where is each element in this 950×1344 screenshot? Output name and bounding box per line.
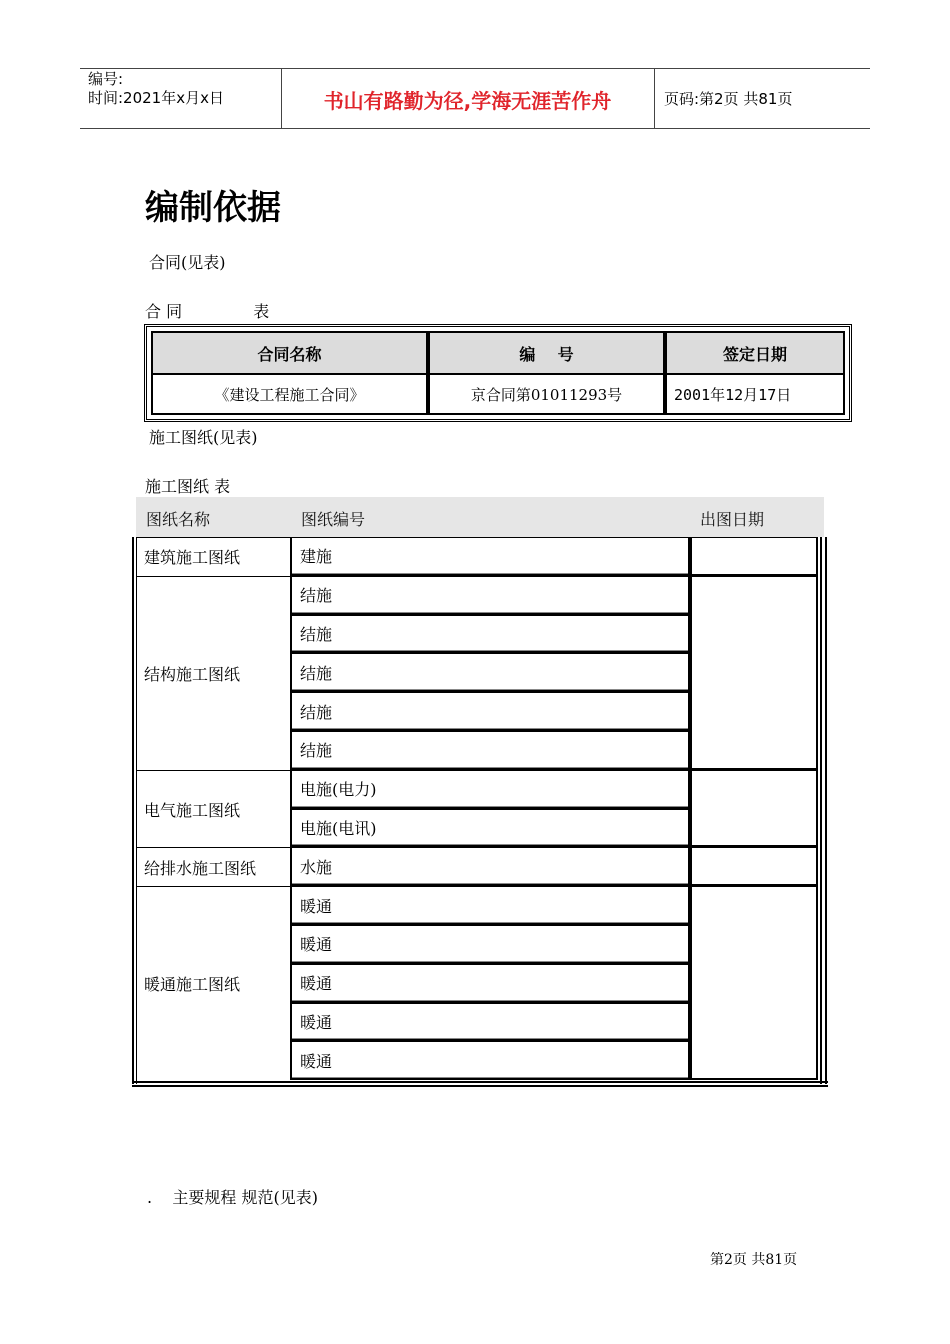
contract-header-number: 编 号 — [428, 331, 665, 375]
header-motto: 书山有路勤为径,学海无涯苦作舟 — [323, 89, 612, 113]
contract-cell-number: 京合同第01011293号 — [428, 373, 665, 415]
table-border-rule — [136, 537, 137, 1084]
drawing-number-cell: 暖通 — [290, 886, 690, 925]
header-top-rule — [80, 68, 870, 69]
contract-header-name: 合同名称 — [151, 331, 428, 375]
table-bottom-rule — [132, 1085, 828, 1087]
drawing-number-cell: 暖通 — [290, 964, 690, 1003]
drawing-group-name: 暖通施工图纸 — [136, 886, 290, 1080]
drawings-section-label: 施工图纸(见表) — [149, 428, 258, 447]
table-border-rule — [132, 537, 134, 1084]
drawing-group-name: 电气施工图纸 — [136, 770, 290, 848]
drawing-date-cell — [690, 770, 818, 848]
contract-cell-date: 2001年12月17日 — [665, 373, 845, 415]
drawing-number-cell: 水施 — [290, 847, 690, 886]
table-bottom-rule — [132, 1081, 828, 1083]
drawing-number-cell: 结施 — [290, 692, 690, 731]
header-bottom-rule — [80, 128, 870, 129]
drawing-number-cell: 电施(电力) — [290, 770, 690, 809]
contract-table-caption: 合 同 表 — [145, 302, 270, 321]
footer-page-number: 第2页 共81页 — [710, 1252, 798, 1268]
page-title: 编制依据 — [145, 188, 281, 228]
table-border-rule — [820, 537, 822, 1084]
drawing-number-cell: 暖通 — [290, 1003, 690, 1042]
drawing-number-cell: 暖通 — [290, 925, 690, 964]
drawing-number-cell: 结施 — [290, 731, 690, 770]
drawing-number-cell: 结施 — [290, 615, 690, 654]
header-meta — [88, 70, 224, 108]
drawings-header-date: 出图日期 — [700, 510, 765, 529]
contract-table — [144, 324, 852, 422]
contract-header-date: 签定日期 — [665, 331, 845, 375]
contract-cell-name: 《建设工程施工合同》 — [151, 373, 428, 415]
drawing-number-cell: 电施(电讯) — [290, 809, 690, 848]
drawing-date-cell — [690, 886, 818, 1080]
drawing-group-name: 给排水施工图纸 — [136, 847, 290, 886]
drawing-date-cell — [690, 847, 818, 886]
drawing-number-cell: 结施 — [290, 653, 690, 692]
header-page-info: 页码:第2页 共81页 — [664, 90, 793, 108]
drawing-number-cell: 暖通 — [290, 1041, 690, 1080]
table-border-rule — [825, 537, 827, 1084]
drawing-group-name: 建筑施工图纸 — [136, 537, 290, 576]
regulations-label: . 主要规程 规范(见表) — [147, 1188, 319, 1207]
drawing-number-cell: 结施 — [290, 576, 690, 615]
header-divider-right — [654, 68, 655, 128]
drawings-header-number: 图纸编号 — [301, 510, 366, 529]
drawing-date-cell — [690, 537, 818, 576]
header-time-label: 时间:2021年x月x日 — [88, 89, 224, 107]
drawing-group-name: 结构施工图纸 — [136, 576, 290, 770]
drawing-date-cell — [690, 576, 818, 770]
drawing-number-cell: 建施 — [290, 537, 690, 576]
header-number-label: 编号: — [88, 70, 124, 88]
drawings-table — [132, 537, 828, 1085]
drawings-table-header — [136, 497, 824, 537]
drawings-header-name: 图纸名称 — [146, 510, 211, 529]
drawings-table-caption: 施工图纸 表 — [145, 477, 231, 496]
contract-section-label: 合同(见表) — [149, 253, 226, 272]
